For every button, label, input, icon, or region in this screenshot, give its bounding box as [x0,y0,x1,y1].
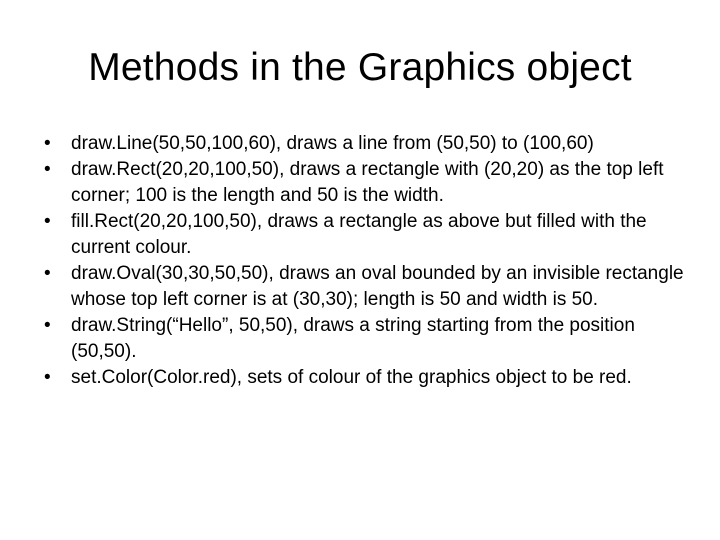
bullet-text: draw.String(“Hello”, 50,50), draws a string starting from the position (50,50). [71,315,635,362]
bullet-item-draw-line [44,131,694,157]
bullet-item-draw-oval [44,261,694,313]
bullet-item-draw-rect [44,157,694,209]
bullet-text: draw.Oval(30,30,50,50), draws an oval bounded by an invisible rectangle whose top left corner is at (30,30); length is 50 and width is 50. [71,263,684,310]
bullet-item-fill-rect [44,209,694,261]
bullet-text: fill.Rect(20,20,100,50), draws a rectangle as above but filled with the current colour. [71,211,647,258]
bullet-dot: • [44,263,51,284]
bullet-dot: • [44,159,51,180]
bullet-item-set-color [44,365,694,391]
bullet-dot: • [44,211,51,232]
bullet-text: set.Color(Color.red), sets of colour of the graphics object to be red. [71,367,632,388]
slide-title: Methods in the Graphics object [88,46,632,89]
bullet-text: draw.Line(50,50,100,60), draws a line from (50,50) to (100,60) [71,133,594,154]
bullet-dot: • [44,133,51,154]
bullet-text: draw.Rect(20,20,100,50), draws a rectangle with (20,20) as the top left corner; 100 is the length and 50 is the width. [71,159,664,206]
bullet-item-draw-string [44,313,694,365]
bullet-dot: • [44,367,51,388]
bullet-dot: • [44,315,51,336]
bullet-list [44,131,694,391]
